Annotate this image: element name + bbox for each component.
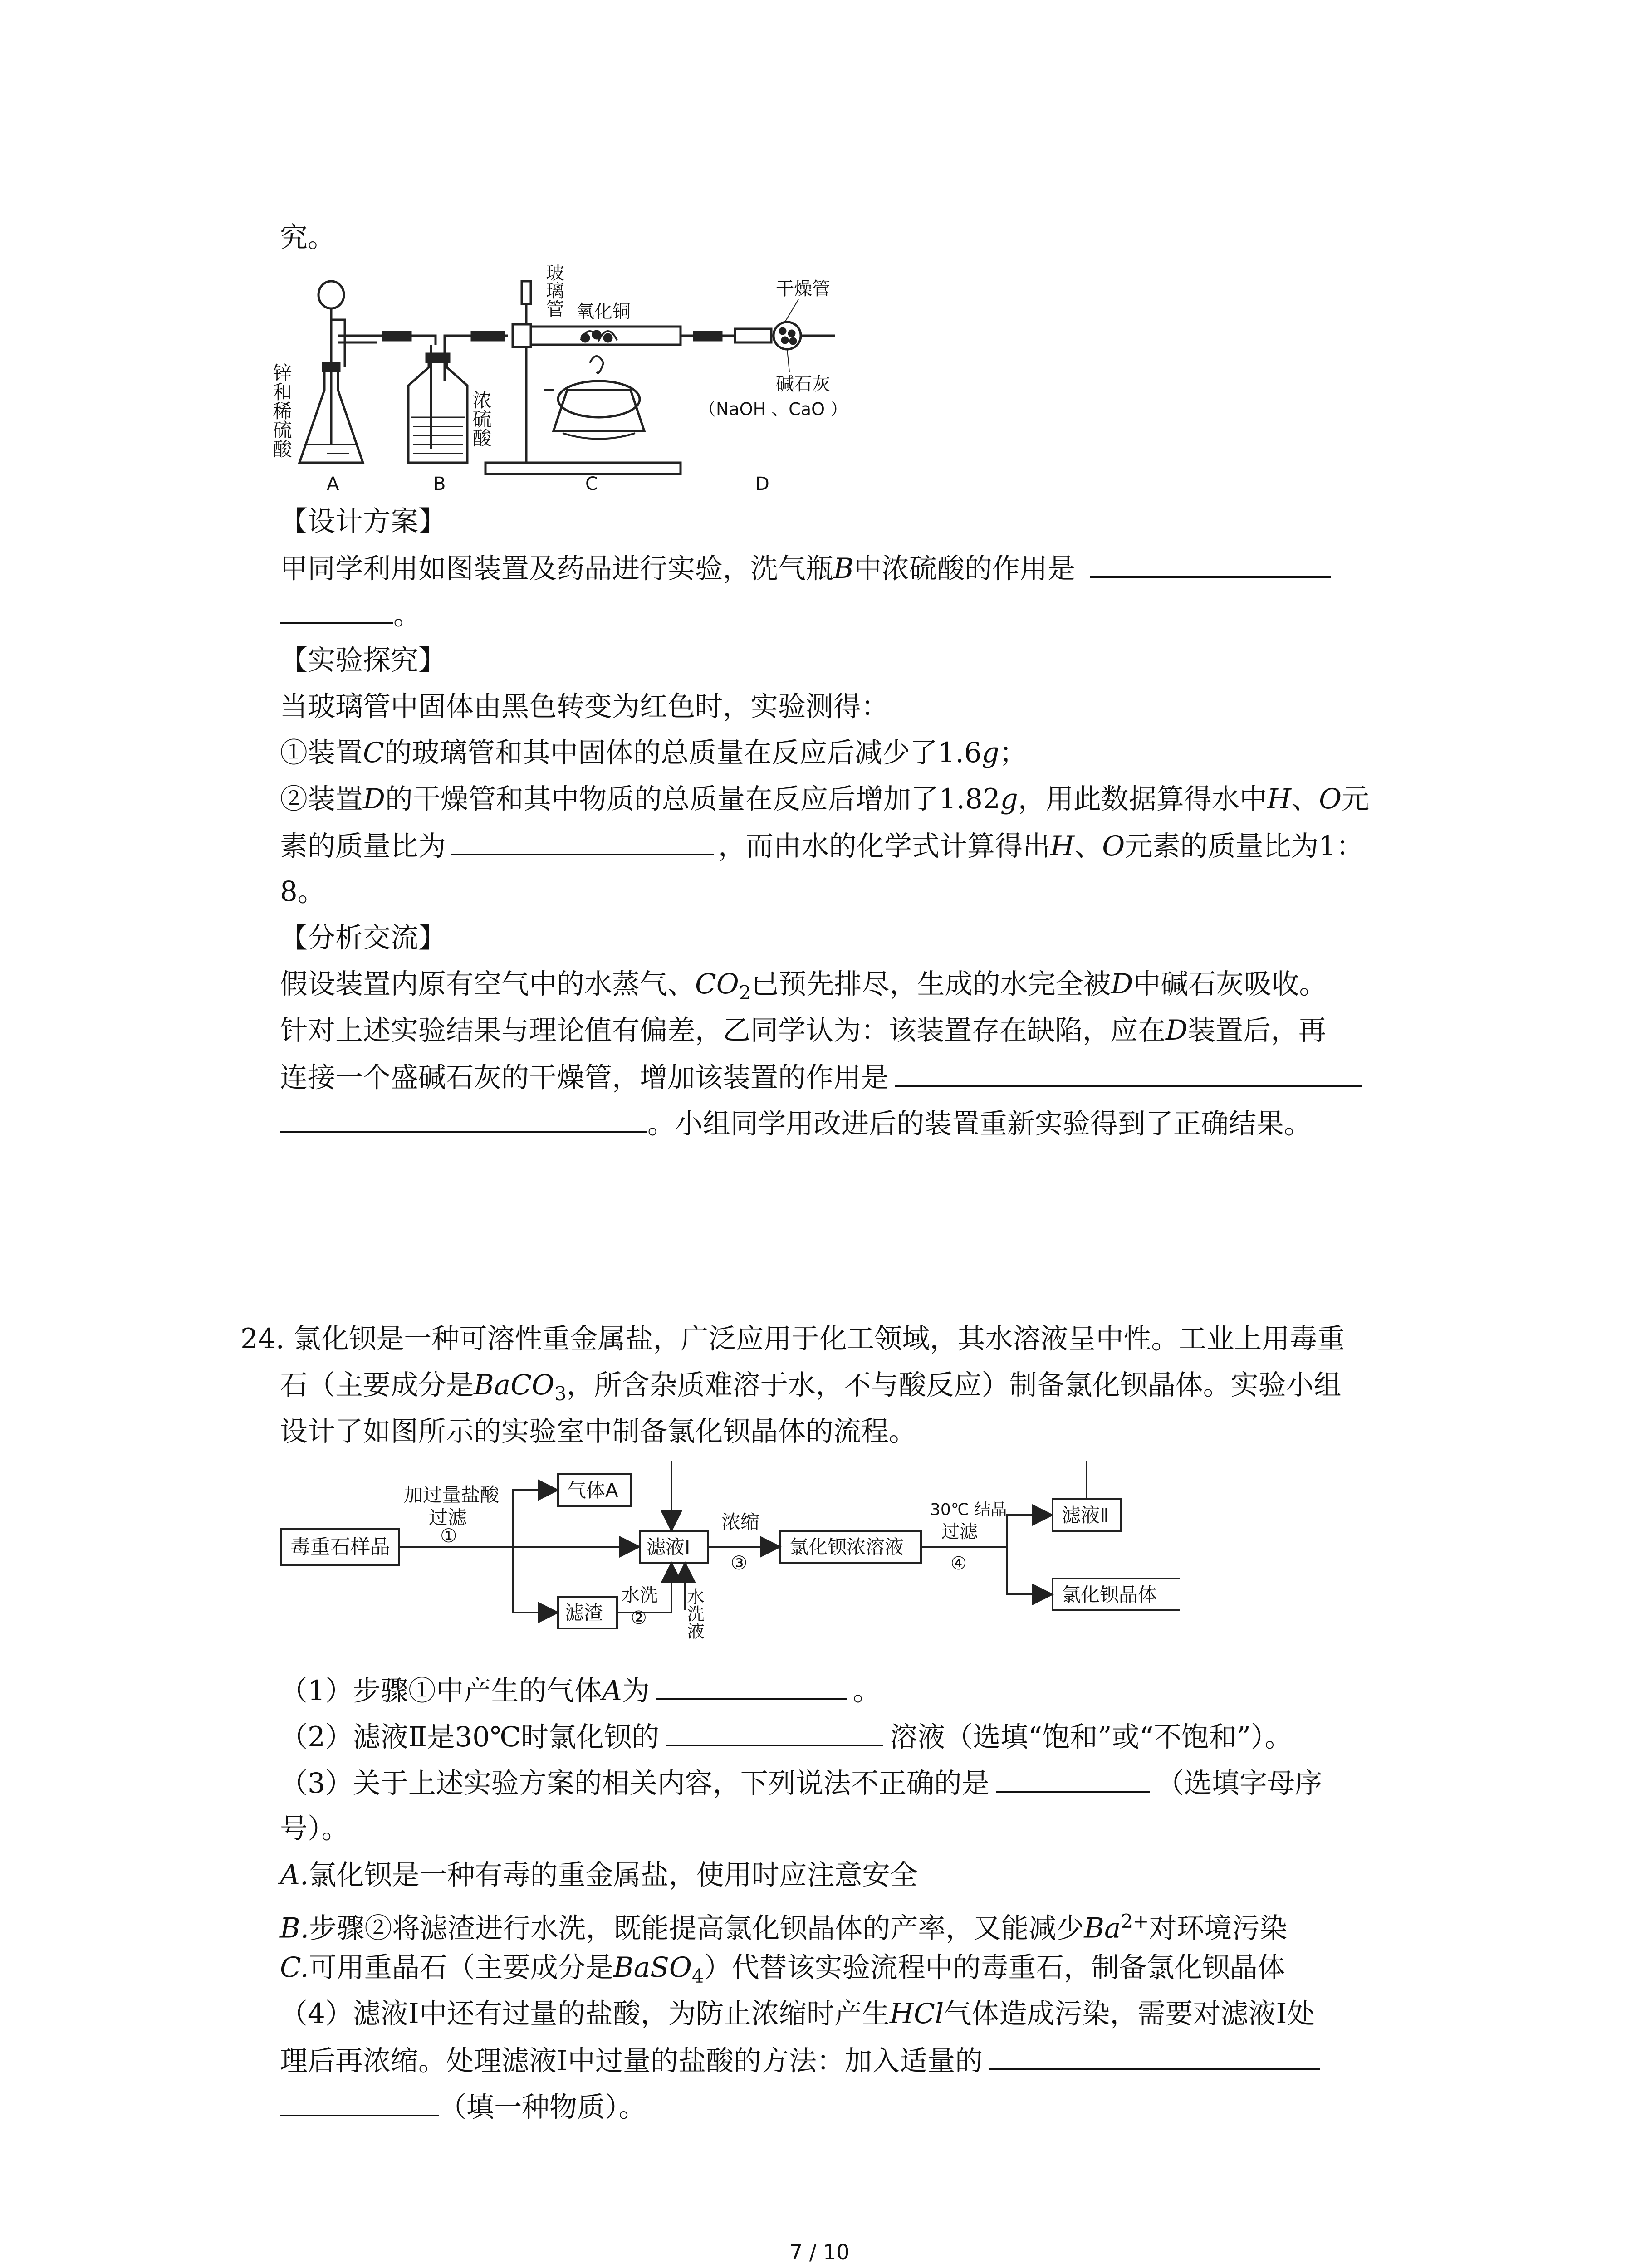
- s2b: 溶液（选填“饱和”或“不饱和”）。: [890, 1721, 1293, 1753]
- e4d: 元素的质量比为1：: [1125, 830, 1364, 862]
- label-cuo: 氧化铜: [576, 301, 631, 322]
- e4c: 、: [1074, 830, 1102, 862]
- e3-o: O: [1319, 783, 1342, 815]
- flask-a: [299, 281, 377, 463]
- option-b: [280, 1903, 1287, 1946]
- s4c: 理后再浓缩。处理滤液Ⅰ中过量的盐酸的方法：加入适量的: [280, 2045, 983, 2077]
- e3d: 、: [1291, 783, 1319, 815]
- option-c-text: 可用重晶石（主要成分是: [309, 1951, 613, 1984]
- a4: 。小组同学用改进后的装置重新实验得到了正确结果。: [647, 1108, 1312, 1140]
- a3: 连接一个盛碱石灰的干燥管，增加该装置的作用是: [280, 1061, 889, 1094]
- q24-line-1: 24. 氯化钡是一种可溶性重金属盐，广泛应用于化工领域，其水溶液呈中性。工业上用毒重: [240, 1323, 1345, 1355]
- q24-sub4: [280, 1996, 1314, 2032]
- answer-blank-gas[interactable]: [656, 1672, 847, 1700]
- option-a: [280, 1857, 917, 1893]
- page-number: 7 / 10: [789, 2240, 850, 2264]
- text-filtrate1: 滤液Ⅰ: [647, 1536, 691, 1558]
- analysis-line-3: [280, 1059, 1362, 1096]
- label-soda-lime: 碱石灰: [776, 374, 830, 395]
- s1-a: A: [602, 1675, 622, 1707]
- label-dryer: 干燥管: [776, 279, 830, 299]
- text-residue: 滤渣: [565, 1602, 603, 1624]
- text-step2-num: ②: [631, 1608, 647, 1628]
- e4-h: H: [1050, 830, 1075, 862]
- s3b: （选填字母序: [1156, 1767, 1323, 1799]
- text-gas: 气体A: [567, 1479, 618, 1501]
- e3e: 元: [1342, 783, 1370, 815]
- hcl-formula: HCl: [889, 1998, 944, 2030]
- apparatus-figure: [272, 254, 862, 499]
- answer-blank-substance-cont[interactable]: [280, 2088, 439, 2116]
- q24-l2a: 石（主要成分是: [280, 1369, 474, 1401]
- text-wash-liquid: 水洗液: [684, 1588, 704, 1639]
- text-sample: 毒重石样品: [290, 1535, 390, 1559]
- text-filtrate2: 滤液Ⅱ: [1062, 1504, 1109, 1526]
- e3c: ，用此数据算得水中: [1018, 783, 1267, 815]
- design-text-a: 甲同学利用如图装置及药品进行实验，洗气瓶: [280, 552, 834, 585]
- letter-a: A: [327, 474, 339, 494]
- text-filter4: 过滤: [941, 1521, 978, 1542]
- s3a: （3）关于上述实验方案的相关内容，下列说法不正确的是: [280, 1767, 989, 1799]
- e4b: ，而由水的化学式计算得出: [718, 830, 1051, 862]
- q23-fragment: 究。: [280, 221, 336, 254]
- s1b: 为: [622, 1675, 650, 1707]
- answer-blank-option[interactable]: [996, 1765, 1150, 1793]
- explore-line-5: 8。: [280, 875, 325, 908]
- answer-blank-saturation[interactable]: [666, 1718, 883, 1746]
- a2-d: D: [1166, 1014, 1188, 1046]
- option-b-text: 步骤②将滤渣进行水洗，既能提高氯化钡晶体的产率，又能减少: [309, 1912, 1084, 1945]
- label-zn-acid: 锌和稀硫酸: [272, 363, 293, 458]
- q24-sub1: [280, 1672, 881, 1709]
- answer-blank-purpose-cont[interactable]: [280, 1105, 647, 1133]
- design-b: B: [833, 552, 854, 585]
- heading-analysis: 【分析交流】: [280, 922, 446, 954]
- e2c: ；: [999, 737, 1027, 769]
- heading-explore: 【实验探究】: [280, 644, 446, 676]
- baso4-formula: BaSO: [613, 1951, 692, 1984]
- baso4-sub: 4: [691, 1965, 704, 1988]
- baco3-sub: 3: [554, 1383, 567, 1405]
- ba-charge: 2+: [1121, 1910, 1149, 1932]
- answer-blank-b-role[interactable]: [1090, 550, 1331, 578]
- design-line: [280, 550, 1331, 587]
- q24-sub4-line2: [280, 2042, 1320, 2079]
- label-glass-tube: 玻璃管: [543, 263, 564, 318]
- option-b-label: B.: [280, 1912, 309, 1945]
- letter-b: B: [433, 474, 446, 494]
- text-cryst: 30℃ 结晶: [930, 1501, 1007, 1519]
- option-b-text-end: 对环境污染: [1149, 1912, 1288, 1945]
- q24-sub3-cont: 号）。: [280, 1813, 349, 1845]
- e2-c-label: C: [363, 737, 384, 769]
- design-text-b: 中浓硫酸的作用是: [853, 552, 1075, 585]
- analysis-line-2: [280, 1012, 1326, 1049]
- e3-d-label: D: [363, 783, 385, 815]
- heading-design: 【设计方案】: [280, 505, 446, 538]
- co2-sub: 2: [739, 982, 751, 1004]
- option-c: [280, 1950, 1285, 1994]
- text-conc-solution: 氯化钡浓溶液: [789, 1536, 904, 1558]
- analysis-line-1: [280, 966, 1327, 1011]
- option-c-label: C.: [280, 1951, 309, 1984]
- answer-blank-ratio[interactable]: [451, 827, 714, 855]
- a1c: 中碱石灰吸收。: [1133, 968, 1327, 1000]
- text-step1-num: ①: [440, 1525, 457, 1547]
- q24-line-2: [280, 1367, 1342, 1412]
- text-step1-top: 加过量盐酸: [404, 1484, 500, 1506]
- e3-h: H: [1267, 783, 1292, 815]
- e2a: ①装置: [280, 737, 363, 769]
- text-step3-num: ③: [730, 1552, 748, 1574]
- e4-o: O: [1102, 830, 1125, 862]
- design-line-2: [280, 596, 421, 633]
- text-crystal: 氯化钡晶体: [1062, 1584, 1157, 1606]
- a2b: 装置后，再: [1187, 1014, 1326, 1046]
- text-wash: 水洗: [622, 1585, 658, 1606]
- explore-line-2: [280, 735, 1027, 771]
- text-step1-mid: 过滤: [429, 1506, 467, 1529]
- e4a: 素的质量比为: [280, 830, 446, 862]
- q24-line-3: 设计了如图所示的实验室中制备氯化钡晶体的流程。: [280, 1415, 917, 1447]
- s1a: （1）步骤①中产生的气体: [280, 1675, 602, 1707]
- answer-blank-substance[interactable]: [989, 2042, 1320, 2070]
- co2-formula: CO: [695, 968, 739, 1000]
- letter-d: D: [755, 474, 769, 494]
- explore-line-4: [280, 827, 1364, 865]
- e2-unit: g: [981, 737, 999, 769]
- q24-sub2: [280, 1718, 1292, 1755]
- design-end: 。: [393, 599, 421, 631]
- option-a-label: A.: [280, 1859, 309, 1891]
- q24-sub3: [280, 1765, 1323, 1802]
- s4b: 气体造成污染，需要对滤液Ⅰ处: [944, 1998, 1315, 2030]
- explore-line-1: 当玻璃管中固体由黑色转变为红色时，实验测得：: [280, 690, 889, 723]
- text-concentrate: 浓缩: [721, 1511, 760, 1533]
- a1b: 已预先排尽，生成的水完全被: [751, 968, 1111, 1000]
- s4d: （填一种物质）。: [439, 2091, 647, 2123]
- process-flowchart: [272, 1461, 1180, 1651]
- label-conc-h2so4: 浓硫酸: [470, 390, 492, 447]
- letter-c: C: [585, 474, 598, 494]
- e3b: 的干燥管和其中物质的总质量在反应后增加了1.82: [385, 783, 1000, 815]
- baco3-formula: BaCO: [474, 1369, 554, 1401]
- drying-tube-d: [735, 322, 835, 349]
- answer-blank-purpose[interactable]: [895, 1059, 1362, 1087]
- e2b: 的玻璃管和其中固体的总质量在反应后减少了1.6: [384, 737, 982, 769]
- s4a: （4）滤液Ⅰ中还有过量的盐酸，为防止浓缩时产生: [280, 1998, 890, 2030]
- a2a: 针对上述实验结果与理论值有偏差，乙同学认为：该装置存在缺陷，应在: [280, 1014, 1166, 1046]
- text-step4-num: ④: [950, 1553, 967, 1574]
- e3-unit: g: [1000, 783, 1018, 815]
- bottle-b: [408, 336, 508, 463]
- a1a: 假设装置内原有空气中的水蒸气、: [280, 968, 696, 1000]
- q24-sub4-line3: [280, 2088, 647, 2126]
- s2a: （2）滤液Ⅱ是30℃时氯化钡的: [280, 1721, 660, 1753]
- s1c: 。: [852, 1675, 881, 1707]
- answer-blank-b-role-cont[interactable]: [280, 596, 393, 624]
- q24-l2b: ，所含杂质难溶于水，不与酸反应）制备氯化钡晶体。实验小组: [566, 1369, 1342, 1401]
- a1-d: D: [1111, 968, 1133, 1000]
- option-c-text-end: ）代替该实验流程中的毒重石，制备氯化钡晶体: [704, 1951, 1285, 1984]
- option-a-text: 氯化钡是一种有毒的重金属盐，使用时应注意安全: [309, 1859, 918, 1891]
- analysis-line-4: [280, 1105, 1312, 1142]
- label-soda-lime-formula: （NaOH 、CaO ）: [699, 399, 848, 419]
- explore-line-3: [280, 781, 1369, 817]
- ba-ion: Ba: [1084, 1912, 1121, 1945]
- e3a: ②装置: [280, 783, 363, 815]
